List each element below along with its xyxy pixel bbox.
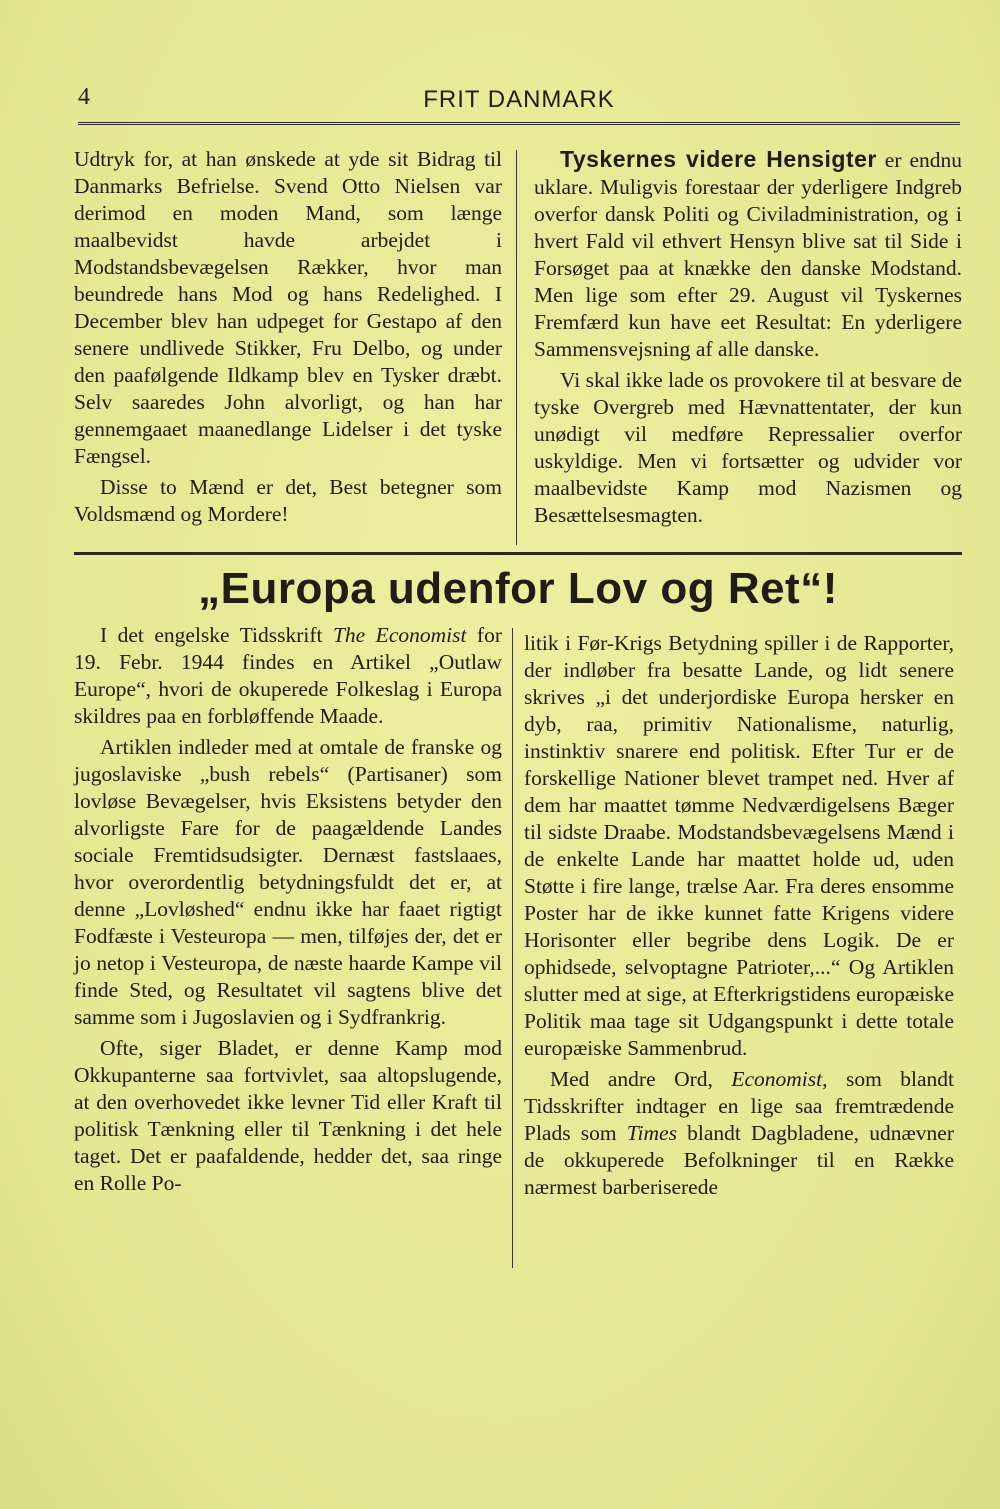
masthead: FRIT DANMARK (423, 86, 615, 113)
column-divider (512, 628, 513, 1268)
article-right-column (524, 630, 954, 1201)
paragraph-text: er endnu uklare. Muligvis forestaar der yderligere Indgreb overfor dansk Politi og Civiladministration, og i hvert Fald vil ethvert Hensyn blive sat til Side i Forsøget paa at knække den danske Modstand. Men lige som efter 29. August vil Tyskernes Fremfærd kun have eet Resultat: En yderligere Sammensvejsning af alle danske. (534, 148, 962, 361)
section-lead: Tyskernes videre Hensigter (560, 146, 877, 172)
paragraph-text: for 19. Febr. 1944 findes en Artikel „Outlaw Europe“, hvori de okuperede Folkeslag i Europa skildres paa en forbløffende Maade. (74, 623, 502, 728)
article-left-column (74, 622, 502, 1197)
paragraph (74, 622, 502, 730)
publication-title: Economist (731, 1067, 823, 1091)
paragraph (524, 1066, 954, 1201)
page-number: 4 (78, 84, 90, 110)
page-header (78, 84, 960, 124)
paragraph: litik i Før-Krigs Betydning spiller i de Rapporter, der indløber fra besatte Lande, og lidt senere skrives „i det underjordiske Europa hersker en dyb, raa, primitiv Nationalisme, naturlig, instinktiv snarere end politisk. Efter Tur er de forskellige Nationer blevet trampet ned. Hver af dem har maattet tømme Nedværdigelsens Bæger til sidste Draabe. Modstandsbevægelsens Mænd i de enkelte Lande har maattet holde ud, uden Støtte i fire lange, trælse Aar. Fra deres ensomme Poster har de ikke kunnet fatte Krigens videre Horisonter eller begribe dens Logik. De er ophidsede, selvoptagne Patrioter,...“ Og Artiklen slutter med at sige, at Efterkrigstidens europæiske Politik maa tage sit Udgangspunkt i dette totale europæiske Sammenbrud. (524, 631, 954, 1060)
paragraph: Artiklen indleder med at omtale de franske og jugoslaviske „bush rebels“ (Partisaner) som lovløse Bevægelser, hvis Eksistens betyder den alvorligste Fare for de paagældende Landes sociale Fremtidsudsigter. Dernæst fastslaaes, hvor overordentlig betydningsfuldt det er, at denne „Lovløshed“ endnu ikke har faaet rigtigt Fodfæste i Vesteuropa — men, tilføjes der, det er jo netop i Vesteuropa, de næste haarde Kampe vil finde Sted, og Resultatet vil sagtens blive det samme som i Jugoslavien og i Sydfrankrig. (74, 735, 502, 1029)
publication-title: The Economist (332, 623, 467, 647)
publication-title: Times (626, 1121, 677, 1145)
section-rule (74, 552, 962, 555)
paragraph-text: , som blandt Tidsskrifter indtager en lige saa fremtrædende Plads som (524, 1067, 954, 1145)
paragraph: Udtryk for, at han ønskede at yde sit Bidrag til Danmarks Befrielse. Svend Otto Nielsen var derimod en moden Mand, som længe maalbevidst havde arbejdet i Modstandsbevægelsen Rækker, hvor man beundrede hans Mod og hans Redelighed. I December blev han udpeget for Gestapo af den senere undlivede Stikker, Fru Delbo, og under den paafølgende Ildkamp blev en Tysker dræbt. Selv saaredes John alvorligt, og han har gennemgaaet maanedlange Lidelser i det tyske Fængsel. (74, 147, 502, 468)
paragraph-text: blandt Dagbladene, udnævner de okkuperede Befolkninger til en Række nærmest barberiserede (524, 1121, 954, 1199)
column-divider (516, 150, 517, 545)
paragraph: Ofte, siger Bladet, er denne Kamp mod Okkupanterne saa fortvivlet, saa altopslugende, at den overhovedet ikke levner Tid eller Kraft til politisk Tænkning eller til Tænkning i det hele taget. Det er paafaldende, hedder det, saa ringe en Rolle Po- (74, 1036, 502, 1195)
article-headline: „Europa udenfor Lov og Ret“! (198, 564, 838, 613)
paragraph (534, 146, 962, 363)
paragraph-text: I det engelske Tidsskrift (100, 623, 333, 647)
paragraph: Disse to Mænd er det, Best betegner som Voldsmænd og Mordere! (74, 475, 502, 526)
paragraph: Vi skal ikke lade os provokere til at besvare de tyske Overgreb med Hævnattentater, der kun unødigt vil medføre Repressalier overfor uskyldige. Men vi fortsætter og udvider vor maalbevidste Kamp mod Nazismen og Besættelsesmagten. (534, 368, 962, 527)
header-rule (78, 122, 960, 125)
top-left-column (74, 146, 502, 528)
paragraph-text: Med andre Ord, (550, 1067, 732, 1091)
top-right-column (534, 146, 962, 529)
